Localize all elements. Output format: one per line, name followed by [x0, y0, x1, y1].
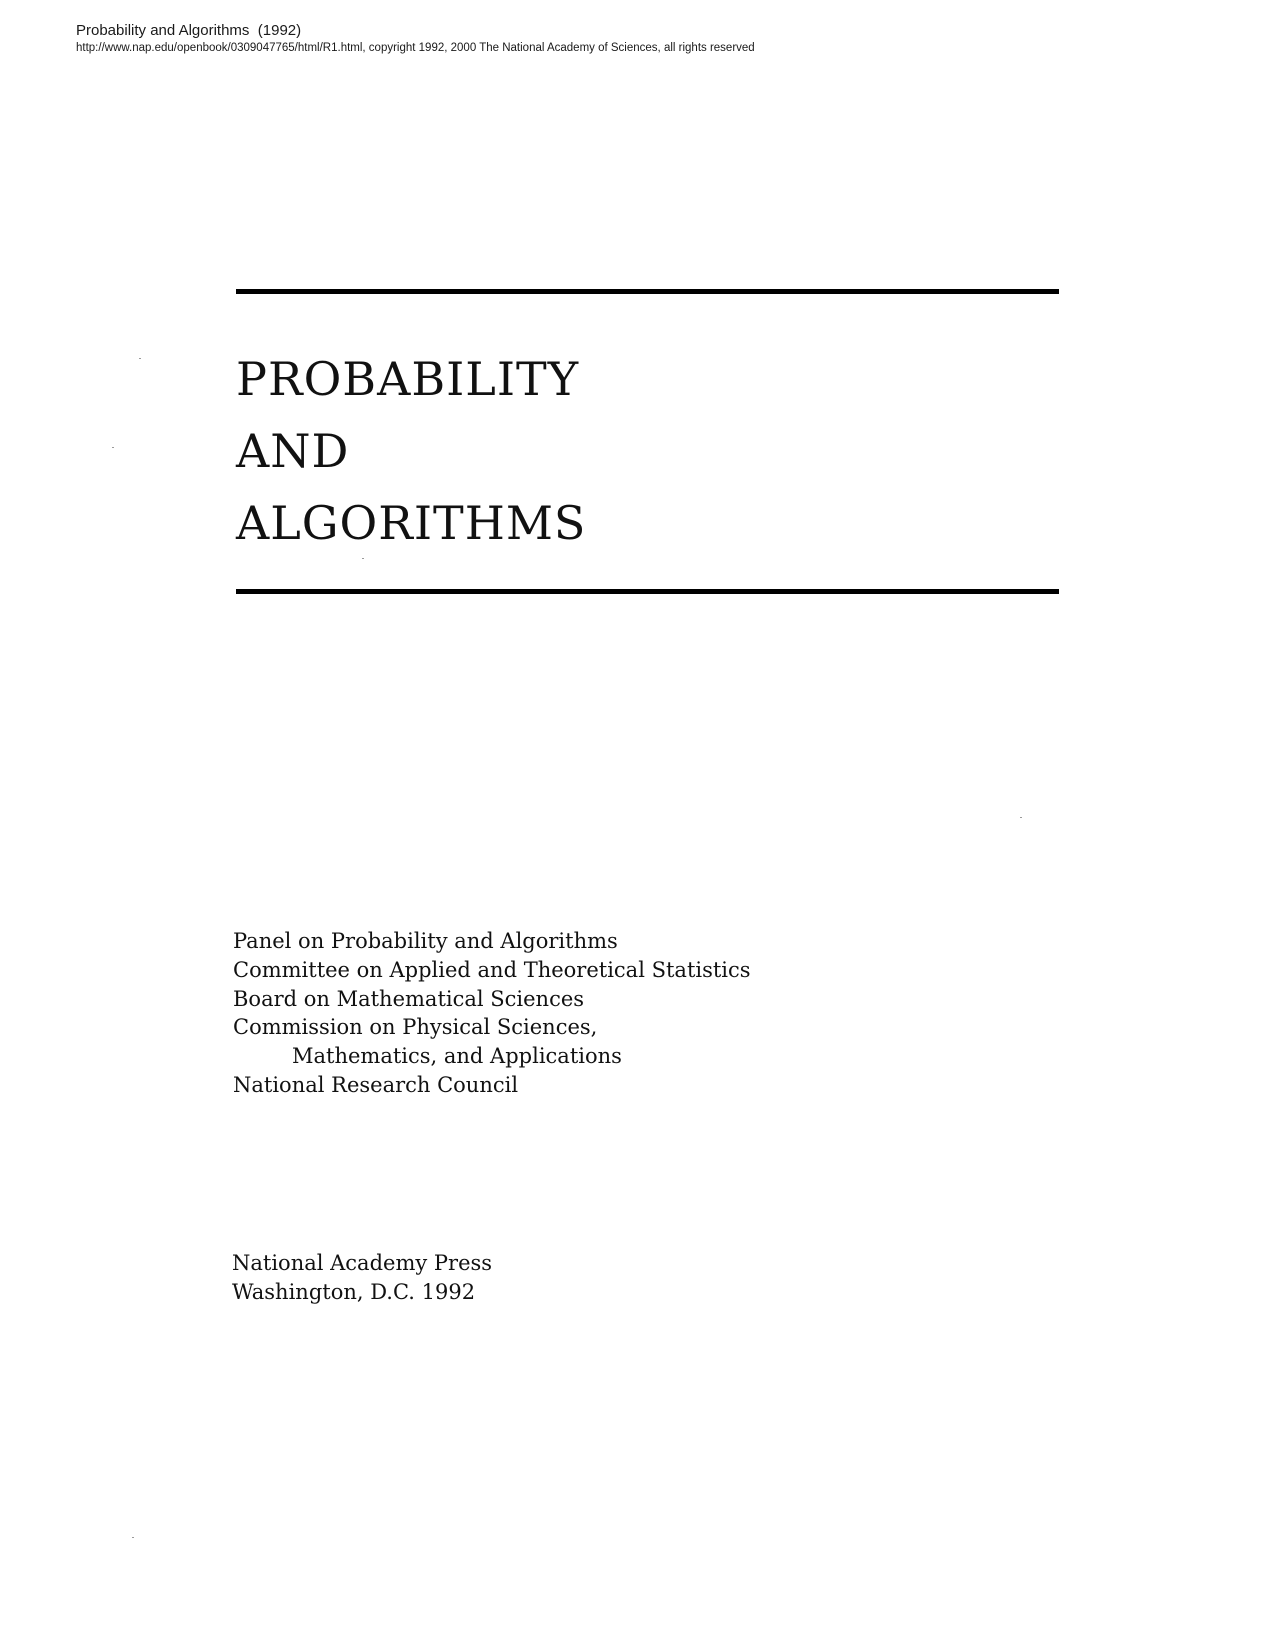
header-title: Probability and Algorithms (1992) — [76, 22, 302, 39]
scan-speck — [112, 447, 114, 448]
title-line: PROBABILITY — [236, 352, 580, 406]
organization-line: Mathematics, and Applications — [292, 1044, 622, 1069]
publisher-place-year: Washington, D.C. 1992 — [232, 1280, 476, 1304]
organization-list — [233, 927, 751, 1100]
scan-speck — [132, 1537, 134, 1538]
scan-speck — [139, 358, 141, 359]
header-url-line: http://www.nap.edu/openbook/0309047765/html/R1.html, copyright 1992, 2000 The National Academy of Sciences, all rights reserved — [76, 42, 755, 54]
scan-speck — [1020, 817, 1022, 818]
bottom-rule — [236, 589, 1059, 594]
organization-line: Commission on Physical Sciences, — [233, 1015, 598, 1040]
organization-line: National Research Council — [233, 1072, 519, 1097]
title-line: ALGORITHMS — [236, 496, 587, 550]
organization-line: Panel on Probability and Algorithms — [233, 929, 618, 953]
publisher-name: National Academy Press — [232, 1251, 493, 1275]
top-rule — [236, 289, 1059, 294]
organization-line: Committee on Applied and Theoretical Statistics — [233, 957, 751, 982]
book-title — [236, 343, 586, 559]
scan-speck — [362, 558, 364, 559]
title-line: AND — [236, 424, 350, 478]
organization-line: Board on Mathematical Sciences — [233, 986, 585, 1011]
publisher-info — [232, 1249, 492, 1307]
page-header — [76, 22, 755, 55]
